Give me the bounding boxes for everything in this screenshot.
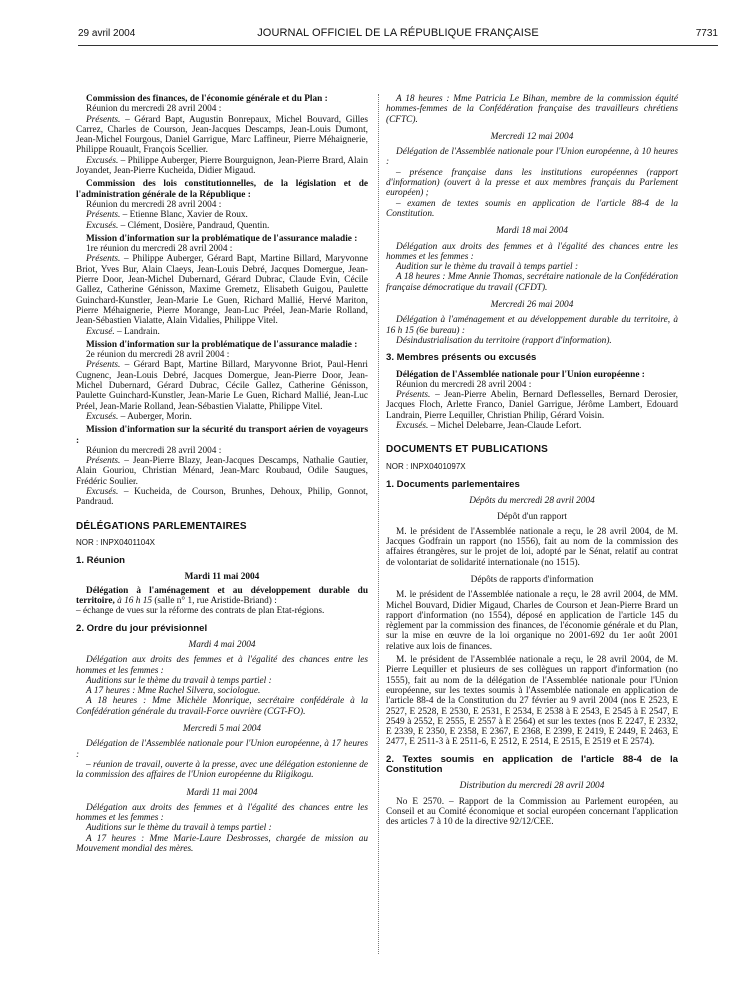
day-2-delegation: Délégation de l'Assemblée nationale pour l'Union européenne, à 17 heures : [76, 739, 368, 760]
mission-transport-excuses [76, 487, 368, 508]
depots-information-text-2: M. le président de l'Assemblée nationale a reçu, le 28 avril 2004, de M. Pierre Lequiller et plusieurs de ses collègues un rapport d'information (no 1555), fait au nom de la délégation de l'Assemblée nationale pour l'Union européenne, sur les textes soumis à l'Assemblée nationale en application de l'article 88-4 de la Constitution du 27 février au 9 avril 2004 (nos E 2523, E 2527, E 2528, E 2530, E 2531, E 2534, E 2538 à E 2543, E 2545 à E 2547, E 2549 à 2552, E 2555, E 2557 à E 2564) et sur les textes (nos E 2247, E 2332, E 2339, E 2350, E 2358, E 2367, E 2368, E 2399, E 2419, E 2449, E 2463, E 2477, E 2511-3 à E 2511-6, E 2512, E 2514, E 2515, E 2519 et E 2574). [386, 655, 678, 748]
mission-assurance-2-presents [76, 360, 368, 411]
mission-assurance-1-presents [76, 254, 368, 326]
reunion-time: à 16 h 15 [117, 596, 152, 607]
distribution-date: Distribution du mercredi 28 avril 2004 [459, 781, 605, 792]
presents-list: – Gérard Bapt, Martine Billard, Maryvonne Briot, Paul-Henri Cugnenc, Jean-Louis Debré, Jacques Domergue, Jean-Pierre Door, Jean-Michel Dubernard, Gérard Dubrac, Cécile Gallez, Catherine Génisson, Paulette Guinchard-Kunstler, Jean-Marie Le Guen, Richard Mallié, Jean-Luc Préel, Jean-Marie Rolland, Jean-Sébastien Vialatte, Philippe Vitel. [76, 360, 368, 412]
day-4-item-2: – examen de textes soumis en application de l'article 88-4 de la Constitution. [386, 198, 678, 219]
mission-assurance-2-reunion: 2e réunion du mercredi 28 avril 2004 : [86, 350, 230, 361]
mission-assurance-1-title: Mission d'information sur la problématique de l'assurance maladie : [86, 233, 358, 244]
mission-assurance-2-title: Mission d'information sur la problématique de l'assurance maladie : [86, 339, 358, 350]
mission-transport-title: Mission d'information sur la sécurité du transport aérien de voyageurs : [76, 425, 368, 446]
commission-lois-title: Commission des lois constitutionnelles, de la législation et de l'administration générale de la République : [76, 179, 368, 200]
day-3-date: Mardi 11 mai 2004 [186, 787, 258, 798]
excuses-list: – Kucheida, de Courson, Brunhes, Dehoux, Philip, Gonnot, Pandraud. [76, 486, 369, 508]
membres-reunion: Réunion du mercredi 28 avril 2004 : [396, 379, 532, 390]
excuses-list: – Philippe Auberger, Pierre Bourguignon, Jean-Pierre Brard, Alain Joyandet, Jean-Pierre Kucheida, Didier Migaud. [76, 155, 368, 177]
depots-information-text-1: M. le président de l'Assemblée nationale a reçu, le 28 avril 2004, de MM. Michel Bouvard, Didier Migaud, Charles de Courson et Jean-Pierre Brard un rapport d'information (no 1554), déposé en application de l'article 145 du règlement par la commission des finances, de l'économie générale et du Plan, sur la mise en œuvre de la loi organique no 2001-692 du 1er août 2001 relative aux lois de finances. [386, 590, 678, 652]
day-3-auditions: Auditions sur le thème du travail à temps partiel : [86, 823, 272, 834]
page-number: 7731 [695, 28, 718, 39]
presents-list: – Philippe Auberger, Gérard Bapt, Martine Billard, Maryvonne Briot, Yves Bur, Alain Claeys, Jean-Louis Debré, Jacques Domergue, Jean-Pierre Door, Jean-Michel Dubernard, Gérard Dubrac, Claude Evin, Cécile Gallez, Catherine Génisson, Maxime Gremetz, Elisabeth Guigou, Paulette Guinchard-Kunstler, Jean-Marie Le Guen, Richard Mallié, Hervé Mariton, Pierre Méhaignerie, Pierre Morange, Jean-Luc Préel, Jean-Marie Rolland, Jean-Sébastien Vialatte, Alain Vidalies, Philippe Vitel. [76, 254, 369, 327]
presents-label: Présents. [86, 114, 121, 125]
day-3-audition-2: A 18 heures : Mme Patricia Le Bihan, membre de la commission équité hommes-femmes de la Confédération française des travailleurs chrétiens (CFTC). [386, 94, 678, 125]
header-rule [78, 45, 718, 46]
day-4-item-1: – présence française dans les institutions européennes (rapport d'information) (ouvert à la presse et aux membres français du Parlement européen) ; [386, 167, 678, 199]
excuses-list: – Auberger, Morin. [120, 411, 192, 422]
mission-assurance-2-excuses [76, 412, 368, 422]
presents-label: Présents. [396, 390, 431, 401]
commission-lois-excuses [76, 221, 368, 231]
day-4-delegation: Délégation de l'Assemblée nationale pour l'Union européenne, à 10 heures : [386, 147, 678, 168]
documents-nor: NOR : INPX0401097X [386, 461, 466, 471]
commission-finances-excuses [76, 156, 368, 177]
day-5-date: Mardi 18 mai 2004 [496, 226, 568, 237]
day-1-date: Mardi 4 mai 2004 [188, 639, 256, 650]
reunion-delegation [76, 586, 368, 607]
excuses-label: Excusés. [86, 155, 119, 166]
column-divider [378, 94, 379, 954]
textes-heading: 2. Textes soumis en application de l'article 88-4 de la Constitution [386, 753, 678, 776]
presents-list: – Etienne Blanc, Xavier de Roux. [122, 210, 248, 221]
membres-excuses [386, 421, 678, 431]
presents-label: Présents. [86, 210, 121, 221]
reunion-delegation-name: Délégation à l'aménagement et au développement durable du territoire, [76, 585, 368, 607]
texte-number: No E 2570. [396, 796, 445, 807]
delegations-heading: DÉLÉGATIONS PARLEMENTAIRES [76, 520, 247, 532]
mission-assurance-1-reunion: 1re réunion du mercredi 28 avril 2004 : [86, 244, 233, 255]
reunion-date: Mardi 11 mai 2004 [184, 572, 260, 583]
membres-delegation: Délégation de l'Assemblée nationale pour l'Union européenne : [396, 369, 645, 380]
commission-finances-presents [76, 115, 368, 156]
mission-transport-presents [76, 456, 368, 487]
membres-heading: 3. Membres présents ou excusés [386, 352, 537, 364]
header-date: 29 avril 2004 [78, 28, 136, 39]
excuses-list: – Clément, Dosière, Pandraud, Quentin. [120, 220, 270, 231]
documents-heading: DOCUMENTS ET PUBLICATIONS [386, 444, 549, 456]
mission-assurance-1-excuse [76, 327, 368, 337]
presents-label: Présents. [86, 456, 121, 467]
day-5-audition-1: A 18 heures : Mme Annie Thomas, secrétaire nationale de la Confédération française démocratique du travail (CFDT). [386, 272, 678, 293]
day-6-item: Désindustrialisation du territoire (rapport d'information). [396, 335, 612, 346]
day-3-delegation: Délégation aux droits des femmes et à l'égalité des chances entre les hommes et les femmes : [76, 802, 368, 824]
day-5-audition: Audition sur le thème du travail à temps partiel : [396, 262, 579, 273]
documents-parlementaires-heading: 1. Documents parlementaires [386, 478, 520, 490]
excuses-label: Excusés. [396, 421, 429, 432]
right-column [386, 94, 678, 828]
ordre-du-jour-heading: 2. Ordre du jour prévisionnel [76, 622, 208, 634]
excuses-label: Excusés. [86, 411, 119, 422]
depot-rapport-text: M. le président de l'Assemblée nationale a reçu, le 28 avril 2004, de M. Jacques Godfrain un rapport (no 1556), fait au nom de la commission des affaires étrangères, sur le projet de loi, adopté par le Sénat, relatif au contrat de volontariat de solidarité internationale (no 1515). [386, 526, 678, 568]
day-3-audition-1: A 17 heures : Mme Marie-Laure Desbrosses, chargée de mission au Mouvement mondial des mères. [76, 833, 368, 854]
journal-title: JOURNAL OFFICIEL DE LA RÉPUBLIQUE FRANÇAISE [257, 27, 539, 39]
presents-list: – Jean-Pierre Abelin, Bernard Deflesselles, Bernard Derosier, Jacques Floch, Arlette Franco, Daniel Garrigue, Jérôme Lambert, Edouard Landrain, Pierre Lequiller, Christian Philip, Gérard Voisin. [386, 390, 679, 421]
depot-rapport-heading: Dépôt d'un rapport [497, 511, 567, 522]
texte-e2570 [386, 797, 678, 828]
reunion-item: – échange de vues sur la réforme des contrats de plan Etat-régions. [76, 606, 325, 617]
reunion-heading: 1. Réunion [76, 555, 126, 567]
left-column [76, 94, 368, 854]
commission-lois-presents [76, 210, 368, 220]
mission-transport-reunion: Réunion du mercredi 28 avril 2004 : [86, 445, 222, 456]
day-1-audition-2: A 18 heures : Mme Michèle Monrique, secrétaire confédérale à la Confédération générale du travail-Force ouvrière (CGT-FO). [76, 696, 368, 717]
presents-label: Présents. [86, 360, 121, 371]
presents-label: Présents. [86, 254, 121, 265]
day-4-date: Mercredi 12 mai 2004 [490, 131, 574, 142]
day-1-audition-1: A 17 heures : Mme Rachel Silvera, sociologue. [86, 686, 261, 697]
excuses-list: – Michel Delebarre, Jean-Claude Lefort. [430, 421, 582, 432]
excuse-list: – Landrain. [116, 326, 160, 337]
reunion-room: (salle n° 1, rue Aristide-Briand) : [154, 596, 277, 607]
day-2-item: – réunion de travail, ouverte à la presse, avec une délégation estonienne de la commission des affaires de l'Union européenne du Riigikogu. [76, 759, 368, 781]
texte-description: – Rapport de la Commission au Parlement européen, au Conseil et au Comité économique et social européen concernant l'application des articles 7 à 10 de la directive 92/12/CEE. [386, 796, 678, 828]
day-1-auditions: Auditions sur le thème du travail à temps partiel : [86, 675, 272, 686]
excuses-label: Excusés. [86, 220, 119, 231]
delegations-nor: NOR : INPX0401104X [76, 537, 156, 547]
day-6-date: Mercredi 26 mai 2004 [490, 300, 574, 311]
presents-list: – Gérard Bapt, Augustin Bonrepaux, Michel Bouvard, Gilles Carrez, Charles de Courson, Jean-Jacques Descamps, Jean-Louis Dumont, Jean-Michel Fourgous, Daniel Garrigue, Marc Laffineur, Pierre Méhaignerie, Philippe Rouault, François Scellier. [76, 114, 368, 156]
commission-finances-reunion: Réunion du mercredi 28 avril 2004 : [86, 104, 222, 115]
day-5-delegation: Délégation aux droits des femmes et à l'égalité des chances entre les hommes et les femmes : [386, 241, 678, 262]
membres-presents [386, 390, 678, 421]
day-2-date: Mercredi 5 mai 2004 [182, 724, 262, 735]
commission-finances-title: Commission des finances, de l'économie générale et du Plan : [86, 94, 328, 104]
page-header [78, 26, 718, 42]
excuses-label: Excusés. [86, 486, 119, 497]
day-6-delegation: Délégation à l'aménagement et au développement durable du territoire, à 16 h 15 (6e bureau) : [386, 315, 678, 336]
depots-information-heading: Dépôts de rapports d'information [470, 574, 594, 585]
commission-lois-reunion: Réunion du mercredi 28 avril 2004 : [86, 199, 222, 210]
depots-date: Dépôts du mercredi 28 avril 2004 [469, 496, 595, 507]
presents-list: – Jean-Pierre Blazy, Jean-Jacques Descamps, Nathalie Gautier, Alain Gouriou, Christian Ménard, Jean-Marc Roubaud, Odile Saugues, Frédéric Soulier. [76, 456, 368, 487]
day-1-delegation: Délégation aux droits des femmes et à l'égalité des chances entre les hommes et les femmes : [76, 655, 368, 676]
excuse-label: Excusé. [86, 326, 115, 337]
